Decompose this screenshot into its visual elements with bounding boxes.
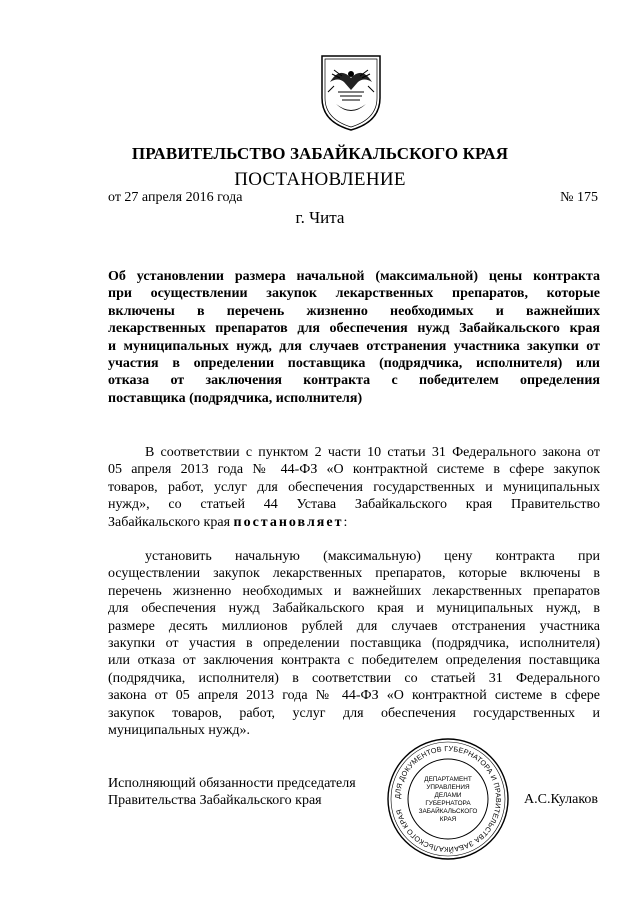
- document-city: г. Чита: [295, 208, 345, 227]
- preamble-line: [108, 514, 600, 531]
- operative-line: закупки от участия в определении поставщика (подрядчика, исполнителя): [108, 636, 600, 652]
- operative-line: размере десять миллионов рублей для случаев отстранения участника: [108, 618, 600, 634]
- operative-line: осуществлении закупок лекарственных препаратов, которые включены в: [108, 566, 600, 582]
- official-stamp: [386, 737, 510, 861]
- stamp-center-line: КРАЯ: [439, 816, 457, 823]
- preamble-line: товаров, работ, услуг для обеспечения государственных и муниципальных: [108, 479, 600, 495]
- operative-line: муниципальных нужд».: [108, 723, 251, 739]
- stamp-center-line: ЗАБАЙКАЛЬСКОГО: [418, 808, 478, 815]
- coat-of-arms-icon: [318, 52, 384, 132]
- signatory-name: А.С.Кулаков: [524, 792, 599, 807]
- preamble-last-text: Забайкальского края: [108, 514, 234, 530]
- preamble-colon: :: [343, 514, 348, 530]
- stamp-center-line: ГУБЕРНАТОРА: [425, 800, 471, 807]
- title-line: при осуществлении закупок лекарственных препаратов, которые: [108, 286, 600, 302]
- preamble-line: нужд», со статьей 44 Устава Забайкальского края Правительство: [108, 497, 600, 513]
- svg-text:ДЛЯ ДОКУМЕНТОВ ГУБЕРНАТОРА И П: [393, 744, 503, 854]
- stamp-center-line: ДЕЛАМИ: [434, 792, 462, 799]
- preamble-paragraph: [108, 444, 600, 531]
- decree-keyword: постановляет: [233, 514, 344, 530]
- title-line: включены в перечень жизненно необходимых и важнейших: [108, 303, 600, 319]
- operative-line: установить начальную (максимальную) цену контракта при: [145, 549, 600, 564]
- title-line: и муниципальных нужд, для случаев отстранения участника закупки от: [108, 338, 600, 354]
- signatory-position: [108, 775, 356, 810]
- title-line: лекарственных препаратов для обеспечения нужд Забайкальского края: [108, 321, 600, 337]
- preamble-line: 05 апреля 2013 года № 44-ФЗ «О контрактной системе в сфере закупок: [108, 462, 600, 478]
- stamp-center-line: ДЕПАРТАМЕНТ: [424, 776, 472, 783]
- stamp-center-line: УПРАВЛЕНИЯ: [426, 784, 470, 791]
- resolution-title: [108, 268, 600, 407]
- operative-line: перечень жизненно необходимых и важнейших лекарственных препаратов: [108, 583, 600, 599]
- operative-line: или отказа от заключения контракта с победителем определения поставщика: [108, 653, 600, 669]
- title-line: поставщика (подрядчика, исполнителя): [108, 390, 363, 406]
- operative-paragraph: [108, 548, 600, 739]
- document-date: от 27 апреля 2016 года: [108, 190, 243, 205]
- stamp-outer-text: ДЛЯ ДОКУМЕНТОВ ГУБЕРНАТОРА И ПРАВИТЕЛЬСТВА ЗАБАЙКАЛЬСКОГО КРАЯ: [392, 743, 504, 855]
- document-number: № 175: [560, 190, 598, 205]
- signatory-position-line: Правительства Забайкальского края: [108, 793, 322, 809]
- operative-line: для обеспечения нужд Забайкальского края и муниципальных нужд, в: [108, 601, 600, 617]
- preamble-line: В соответствии с пунктом 2 части 10 статьи 31 Федерального закона от: [145, 445, 600, 460]
- title-line: участия в определении поставщика (подрядчика, исполнителя) или: [108, 356, 600, 372]
- title-line: отказа от заключения контракта с победителем определения: [108, 373, 600, 389]
- signatory-position-line: Исполняющий обязанности председателя: [108, 776, 356, 791]
- government-name: ПРАВИТЕЛЬСТВО ЗАБАЙКАЛЬСКОГО КРАЯ: [131, 144, 509, 163]
- operative-line: (подрядчика, исполнителя) в соответствии со статьей 31 Федерального: [108, 670, 600, 686]
- document-type: ПОСТАНОВЛЕНИЕ: [234, 169, 406, 190]
- operative-line: закона от 05 апреля 2013 года № 44-ФЗ «О контрактной системе в сфере: [108, 688, 600, 704]
- title-line: Об установлении размера начальной (максимальной) цены контракта: [108, 269, 600, 284]
- operative-line: закупок товаров, работ, услуг для обеспечения государственных и: [108, 705, 600, 721]
